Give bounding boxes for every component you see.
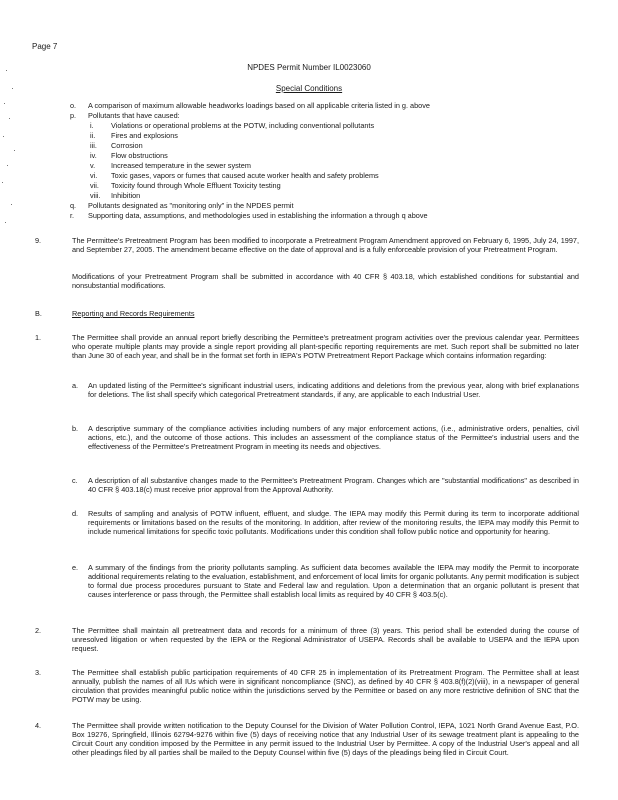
numbered-item-marker: 3. [35, 668, 42, 677]
list-item-marker: p. [70, 111, 77, 120]
scan-speck [2, 182, 3, 183]
sub-item-marker: iv. [90, 151, 97, 160]
sub-item-marker: i. [90, 121, 94, 130]
sub-item-text: Violations or operational problems at the POTW, including conventional pollutants [111, 121, 375, 130]
numbered-item-marker: 2. [35, 626, 42, 635]
sub-item-text: Fires and explosions [111, 131, 178, 140]
paragraph-text: Modifications of your Pretreatment Program shall be submitted in accordance with 40 CFR § 403.18, which established conditions for substantial and nonsubstantial modifications. [72, 272, 579, 291]
scan-speck [14, 150, 15, 151]
scan-speck [6, 70, 7, 71]
lettered-item-text: A description of all substantive changes made to the Permittee's Pretreatment Program. Changes which are "substantial modifications" as described in 40 CFR § 403.18(c) must receive prior approval from the Approval Authority. [88, 476, 579, 495]
scan-speck [9, 118, 10, 119]
special-conditions-heading: Special Conditions [275, 84, 343, 93]
permit-number-heading: NPDES Permit Number IL0023060 [247, 63, 371, 72]
numbered-item-marker: 1. [35, 333, 42, 342]
section-heading: Reporting and Records Requirements [72, 309, 195, 318]
section-marker: B. [35, 309, 42, 318]
lettered-item-marker: a. [72, 381, 79, 390]
sub-item-marker: ii. [90, 131, 96, 140]
list-item-marker: q. [70, 201, 77, 210]
numbered-item-text: The Permittee shall maintain all pretreatment data and records for a minimum of three (3) years. This period shall be extended during the course of unresolved litigation or when requested by the IEPA or the Regional Administrator of USEPA. Records shall be available to USEPA and the IEPA upon request. [72, 626, 579, 654]
lettered-item-text: A descriptive summary of the compliance activities including numbers of any major enforcement actions, (i.e., administrative orders, penalties, civil actions, etc.), and the outcome of those actions. This includes an assessment of the compliance status of the Permittee's industrial users and the effectiveness of the Permittee's Pretreatment Program in meeting its needs and objectives. [88, 424, 579, 452]
scan-speck [5, 222, 6, 223]
list-item-marker: r. [70, 211, 75, 220]
paragraph-marker: 9. [35, 236, 42, 245]
sub-item-text: Toxicity found through Whole Effluent Toxicity testing [111, 181, 281, 190]
scan-speck [12, 88, 13, 89]
lettered-item-marker: b. [72, 424, 79, 433]
paragraph-text: The Permittee's Pretreatment Program has been modified to incorporate a Pretreatment Program Amendment approved on February 6, 1995, July 24, 1997, and September 27, 2005. The amendment became effective on the date of approval and is a fully enforceable provision of your Pretreatment Program. [72, 236, 579, 255]
sub-item-marker: vii. [90, 181, 99, 190]
lettered-item-text: An updated listing of the Permittee's significant industrial users, indicating additions and deletions from the previous year, along with brief explanations for deletions. The list shall specify which categorical Pretreatment standards, if any, are applicable to each Industrial User. [88, 381, 579, 400]
lettered-item-marker: e. [72, 563, 79, 572]
list-item-marker: o. [70, 101, 77, 110]
numbered-item-text: The Permittee shall establish public participation requirements of 40 CFR 25 in implementation of its Pretreatment Program. The Permittee shall at least annually, publish the names of all IUs which were in significant noncompliance (SNC), as defined by 40 CFR § 403.8(f)(2)(viii), in a newspaper of general circulation that provides meaningful public notice within the jurisdictions served by the Permittee or based on any more restrictive definition of SNC that the POTW may be using. [72, 668, 579, 705]
scan-speck [3, 136, 4, 137]
scan-speck [11, 204, 12, 205]
scan-speck [4, 103, 5, 104]
lettered-item-text: Results of sampling and analysis of POTW influent, effluent, and sludge. The IEPA may modify this Permit during its term to incorporate additional requirements or limitations based on the results of the monitoring. In addition, after review of the monitoring results, the IEPA may modify this Permit to include numerical limitations for specific toxic pollutants. Modifications under this condition shall follow public notice and opportunity for hearing. [88, 509, 579, 537]
numbered-item-marker: 4. [35, 721, 42, 730]
numbered-item-text: The Permittee shall provide an annual report briefly describing the Permittee's pretreatment program activities over the previous calendar year. Permittees who operate multiple plants may provide a single report providing all plant-specific reporting requirements are met. Such report shall be submitted no later than June 30 of each year, and shall be in the format set forth in IEPA's POTW Pretreatment Report Package which contains information regarding: [72, 333, 579, 361]
page-number: Page 7 [32, 42, 58, 51]
sub-item-text: Increased temperature in the sewer system [111, 161, 251, 170]
sub-item-text: Toxic gases, vapors or fumes that caused acute worker health and safety problems [111, 171, 379, 180]
list-item-text: Pollutants that have caused: [88, 111, 180, 120]
lettered-item-marker: d. [72, 509, 79, 518]
sub-item-marker: vi. [90, 171, 98, 180]
sub-item-marker: viii. [90, 191, 101, 200]
numbered-item-text: The Permittee shall provide written notification to the Deputy Counsel for the Division of Water Pollution Control, IEPA, 1021 North Grand Avenue East, P.O. Box 19276, Springfield, Illinois 62794-9276 within five (5) days of receiving notice that any Industrial User of its sewage treatment plant is appealing to the Circuit Court any condition imposed by the Permittee in any permit issued to the Industrial User by Permittee. A copy of the Industrial User's appeal and all other pleadings filed by all parties shall be mailed to the Deputy Counsel within five (5) days of the pleadings being filed in Circuit Court. [72, 721, 579, 758]
lettered-item-text: A summary of the findings from the priority pollutants sampling. As sufficient data becomes available the IEPA may modify the Permit to incorporate additional requirements relating to the evaluation, establishment, and enforcement of local limits for organic pollutants. Any permit modification is subject to formal due process procedures pursuant to State and Federal law and regulation. Upon a determination that an organic pollutant is present that causes interference or pass through, the Permittee shall establish local limits as required by 40 CFR § 403.5(c). [88, 563, 579, 600]
list-item-text: A comparison of maximum allowable headworks loadings based on all applicable criteria listed in g. above [88, 101, 430, 110]
list-item-text: Pollutants designated as "monitoring only" in the NPDES permit [88, 201, 294, 210]
sub-item-marker: v. [90, 161, 96, 170]
list-item-text: Supporting data, assumptions, and methodologies used in establishing the information a through q above [88, 211, 428, 220]
sub-item-text: Flow obstructions [111, 151, 168, 160]
scan-speck [7, 165, 8, 166]
sub-item-marker: iii. [90, 141, 97, 150]
sub-item-text: Corrosion [111, 141, 143, 150]
lettered-item-marker: c. [72, 476, 78, 485]
sub-item-text: Inhibition [111, 191, 141, 200]
